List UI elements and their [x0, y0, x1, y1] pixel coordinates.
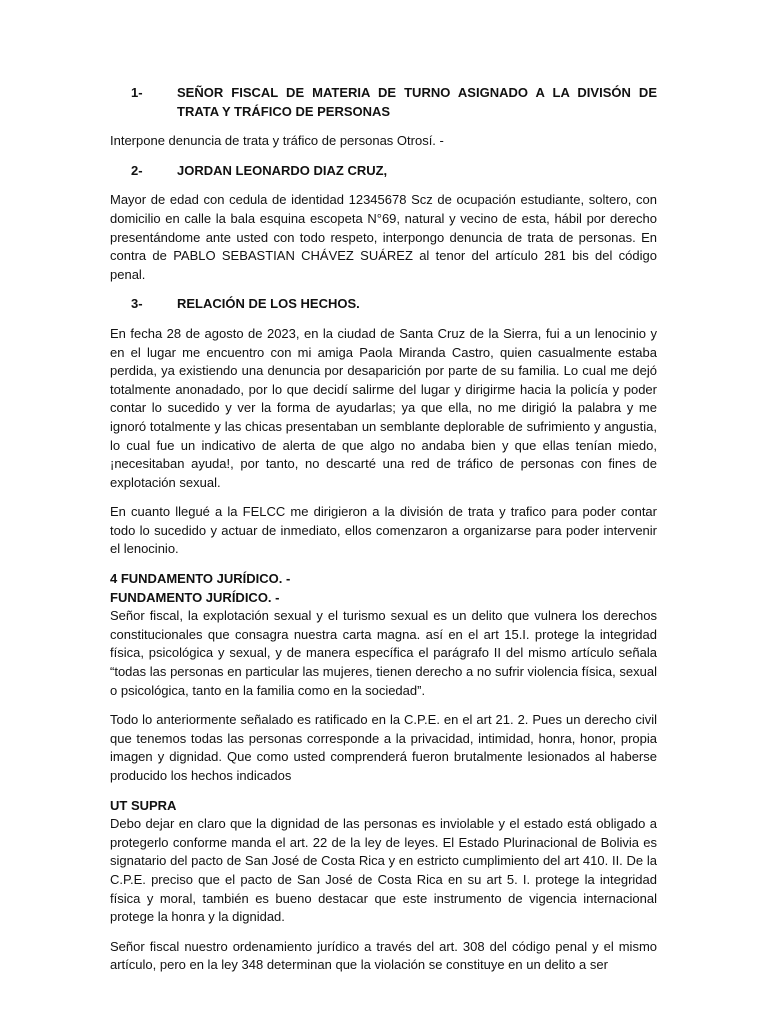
- heading-4: 4 FUNDAMENTO JURÍDICO. -: [110, 571, 291, 587]
- heading-ut-supra: UT SUPRA: [110, 797, 177, 813]
- paragraph-ut-supra: Debo dejar en claro que la dignidad de las personas es inviolable y el estado está obligado a protegerlo conforme manda el art. 22 de la ley de leyes. El Estado Plurinacional de Bolivia es signatario del pacto de San José de Costa Rica y en estricto cumplimiento del art 410. II. De la C.P.E. preciso que el pacto de San José de Costa Rica en su art 5. I. protege la integridad física y moral, también es bueno destacar que este instrumento de vigencia internacional protege la honra y la dignidad.: [110, 816, 657, 925]
- heading-4b: FUNDAMENTO JURÍDICO. -: [110, 589, 280, 605]
- paragraph-legal-1: Señor fiscal, la explotación sexual y el turismo sexual es un delito que vulnera los derechos constitucionales que consagra nuestra carta magna. así en el art 15.I. protege la integridad física, psicológica y sexual, y de manera específica el parágrafo II del mismo artículo señala “todas las personas en particular las mujeres, tienen derecho a no sufrir violencia física, sexual o psicológica, tanto en la familia como en la sociedad”.: [110, 608, 657, 698]
- paragraph-facts-2: En cuanto llegué a la FELCC me dirigieron a la división de trata y trafico para poder contar todo lo sucedido y actuar de inmediato, ellos comenzaron a organizarse para poder intervenir el lenocinio.: [110, 504, 657, 557]
- heading-1-text: SEÑOR FISCAL DE MATERIA DE TURNO ASIGNADO A LA DIVISÓN DE TRATA Y TRÁFICO DE PERSONAS: [177, 85, 657, 119]
- heading-2-number: 2-: [131, 162, 143, 178]
- heading-3-number: 3-: [131, 296, 143, 312]
- paragraph-legal-2: Todo lo anteriormente señalado es ratificado en la C.P.E. en el art 21. 2. Pues un derecho civil que tenemos todas las personas corresponde a la privacidad, intimidad, honra, honor, propia imagen y dignidad. Que como usted comprenderá fueron brutalmente lesionados al haberse producido los hechos indicados: [110, 712, 657, 783]
- heading-1: [110, 84, 657, 121]
- paragraph-identity: Mayor de edad con cedula de identidad 12345678 Scz de ocupación estudiante, soltero, con domicilio en calle la bala esquina escopeta N°69, natural y vecino de esta, hábil por derecho presentándome ante usted con todo respeto, interpongo denuncia de trata de personas. En contra de PABLO SEBASTIAN CHÁVEZ SUÁREZ al tenor del artículo 281 bis del código penal.: [110, 192, 657, 282]
- paragraph-facts-1: En fecha 28 de agosto de 2023, en la ciudad de Santa Cruz de la Sierra, fui a un lenocinio y en el lugar me encuentro con mi amiga Paola Miranda Castro, quien casualmente estaba perdida, ya existiendo una denuncia por desaparición por parte de su familia. Lo cual me dejó totalmente anonadado, por lo que decidí salirme del lugar y dirigirme hacia la policía y poder contar lo sucedido y ver la forma de ayudarlas; ya que ella, no me dirigió la palabra y me ignoró totalmente y las chicas presentaban un semblante deplorable de sufrimiento y angustia, lo cual fue un indicativo de alerta de que algo no andaba bien y que ellas tenían miedo, ¡necesitaban ayuda!, por tanto, no descarté una red de tráfico de personas con fines de explotación sexual.: [110, 325, 657, 490]
- intro-line: Interpone denuncia de trata y tráfico de personas Otrosí. -: [110, 133, 444, 149]
- paragraph-final: Señor fiscal nuestro ordenamiento jurídico a través del art. 308 del código penal y el mismo artículo, pero en la ley 348 determinan que la violación se constituye en un delito a ser: [110, 938, 657, 973]
- heading-3: [110, 295, 657, 314]
- heading-2: [110, 162, 657, 181]
- heading-2-text: JORDAN LEONARDO DIAZ CRUZ,: [177, 162, 388, 178]
- document-page: [110, 84, 657, 986]
- heading-3-text: RELACIÓN DE LOS HECHOS.: [177, 296, 360, 312]
- heading-1-number: 1-: [131, 85, 143, 100]
